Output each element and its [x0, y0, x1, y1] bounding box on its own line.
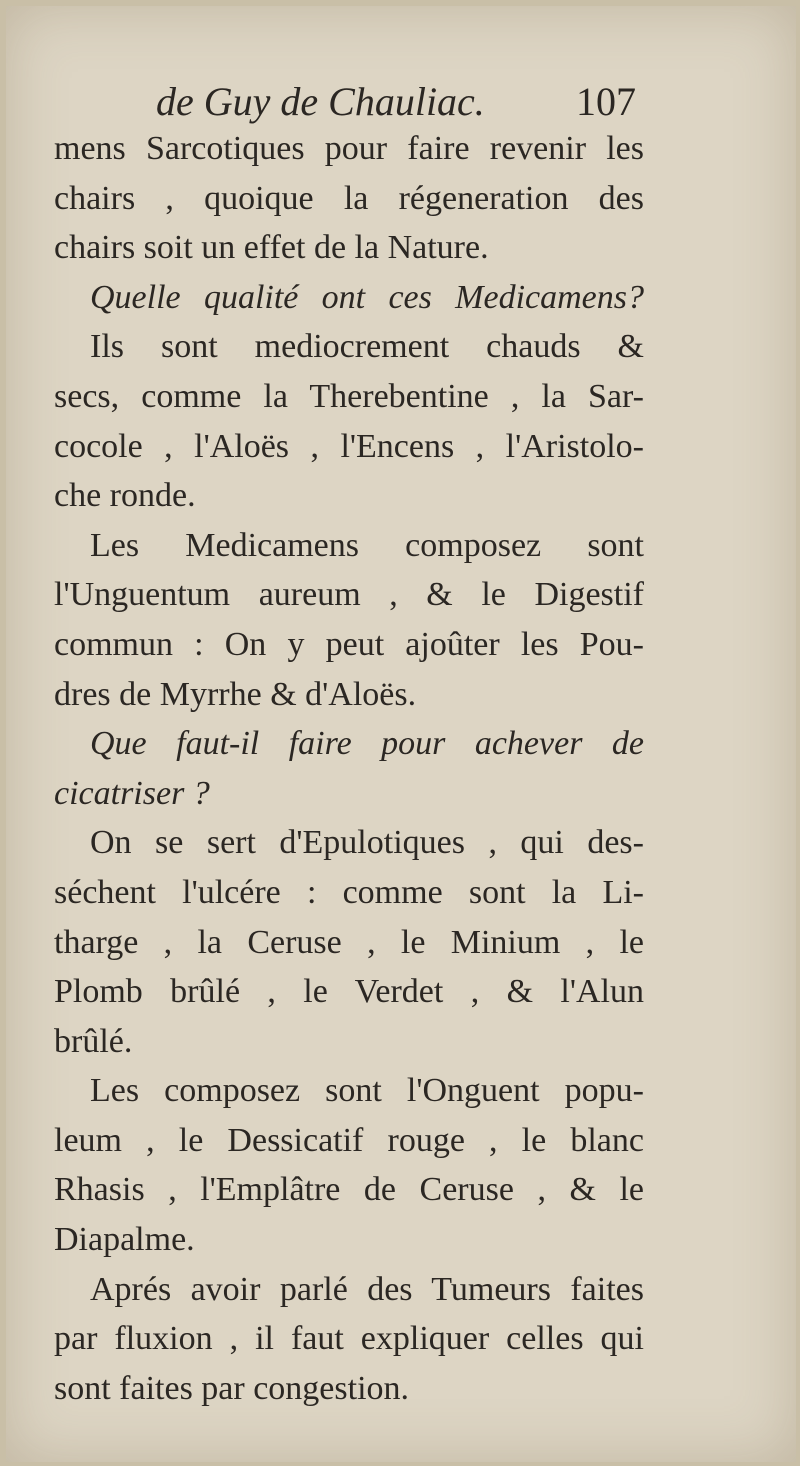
- question-line: Quelle qualité ont ces Medicamens?: [90, 278, 644, 316]
- text-line: leum , le Dessicatif rouge , le blanc: [54, 1121, 644, 1159]
- text-line: On se sert d'Epulotiques , qui des-: [90, 824, 644, 862]
- text-line: Les Medicamens composez sont: [90, 526, 644, 564]
- text-line: Les composez sont l'Onguent popu-: [90, 1072, 644, 1110]
- text-line: par fluxion , il faut expliquer celles qui: [54, 1320, 644, 1358]
- text-line: chairs soit un effet de la Nature.: [54, 229, 489, 267]
- running-head: de Guy de Chauliac.: [156, 79, 485, 124]
- text-line: sont faites par congestion.: [54, 1369, 410, 1407]
- text-line: Plomb brûlé , le Verdet , & l'Alun: [54, 973, 644, 1011]
- text-line: Rhasis , l'Emplâtre de Ceruse , & le: [54, 1171, 644, 1209]
- book-page: [6, 6, 796, 1462]
- text-line: brûlé.: [54, 1022, 133, 1060]
- text-line: tharge , la Ceruse , le Minium , le: [54, 923, 644, 961]
- text-line: cocole , l'Aloës , l'Encens , l'Aristolo-: [54, 427, 644, 465]
- text-line: Diapalme.: [54, 1221, 195, 1259]
- text-line: commun : On y peut ajoûter les Pou-: [54, 625, 644, 663]
- text-line: Ils sont mediocrement chauds &: [90, 328, 644, 366]
- body-text: [54, 124, 644, 1413]
- question-line: cicatriser ?: [54, 774, 210, 812]
- page-number: 107: [576, 79, 636, 124]
- text-line: che ronde.: [54, 477, 196, 515]
- text-line: l'Unguentum aureum , & le Digestif: [54, 576, 644, 614]
- text-line: chairs , quoique la régeneration des: [54, 179, 644, 217]
- text-line: séchent l'ulcére : comme sont la Li-: [54, 873, 644, 911]
- text-line: dres de Myrrhe & d'Aloës.: [54, 675, 417, 713]
- text-line: Aprés avoir parlé des Tumeurs faites: [90, 1270, 644, 1308]
- text-line: secs, comme la Therebentine , la Sar-: [54, 377, 644, 415]
- question-line: Que faut-il faire pour achever de: [90, 725, 644, 763]
- text-line: mens Sarcotiques pour faire revenir les: [54, 130, 644, 167]
